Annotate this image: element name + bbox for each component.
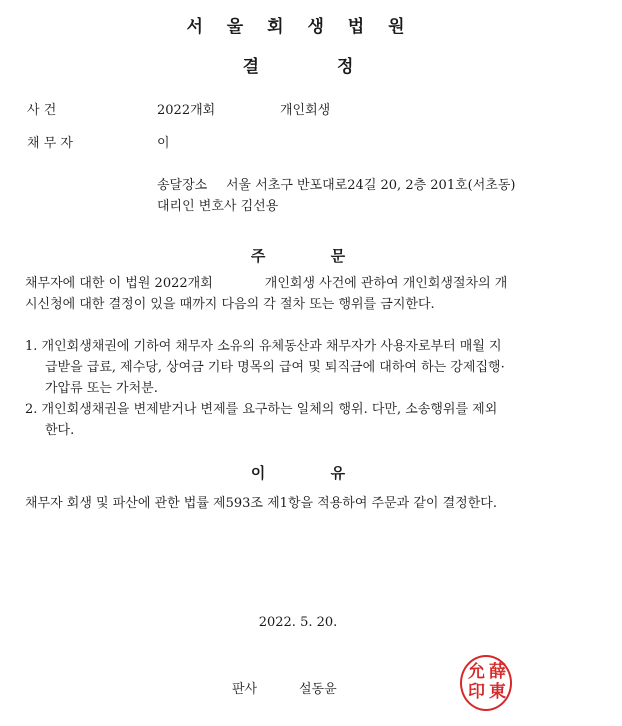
order-item-1 (25, 336, 600, 399)
judge-name: 설동윤 (299, 682, 337, 697)
order-item-line: 급받을 급료, 제수당, 상여금 기타 명목의 급여 및 퇴직금에 대하여 하는 강제집행· (45, 360, 505, 375)
decision-date: 2022. 5. 20. (258, 615, 338, 630)
order-intro-part-c: 시신청에 대한 결정이 있을 때까지 다음의 각 절차 또는 행위를 금지한다. (25, 297, 435, 312)
order-intro-part-a: 채무자에 대한 이 법원 2022개회 (25, 276, 213, 291)
case-label: 사 건 (27, 103, 57, 118)
debtor-label: 채 무 자 (27, 136, 73, 151)
reason-text: 채무자 회생 및 파산에 관한 법률 제593조 제1항을 적용하여 주문과 같이 결정한다. (25, 496, 497, 511)
order-item-2 (25, 399, 600, 441)
order-item-number: 2. (25, 402, 38, 417)
order-item-line: 개인회생채권에 기하여 채무자 소유의 유체동산과 채무자가 사용자로부터 매월 지 (41, 339, 502, 354)
seal-char: 允 (468, 662, 485, 682)
reason-section-title: 이 유 (250, 464, 346, 482)
order-item-line: 개인회생채권을 변제받거나 변제를 요구하는 일체의 행위. 다만, 소송행위를 제외 (41, 402, 498, 417)
order-item-line: 한다. (45, 423, 75, 438)
seal-char: 印 (468, 682, 485, 702)
case-type: 개인회생 (280, 103, 331, 118)
order-intro (25, 273, 600, 315)
service-address: 서울 서초구 반포대로24길 20, 2층 201호(서초동) (226, 178, 516, 193)
service-address-label: 송달장소 (157, 178, 208, 193)
seal-char: 薛 (489, 662, 506, 682)
document-type-title: 결 정 (242, 57, 354, 77)
case-number: 2022개회 (157, 103, 216, 118)
order-item-number: 1. (25, 339, 38, 354)
order-intro-part-b: 개인회생 사건에 관하여 개인회생절차의 개 (264, 276, 508, 291)
debtor-name: 이 (157, 136, 170, 151)
seal-char: 東 (489, 682, 506, 702)
court-name: 서 울 회 생 법 원 (186, 17, 414, 37)
judge-label: 판사 (232, 682, 258, 697)
order-item-line: 가압류 또는 가처분. (45, 381, 158, 396)
attorney-line: 대리인 변호사 김선용 (157, 199, 279, 214)
judge-seal-stamp (460, 655, 512, 711)
order-section-title: 주 문 (250, 247, 346, 265)
